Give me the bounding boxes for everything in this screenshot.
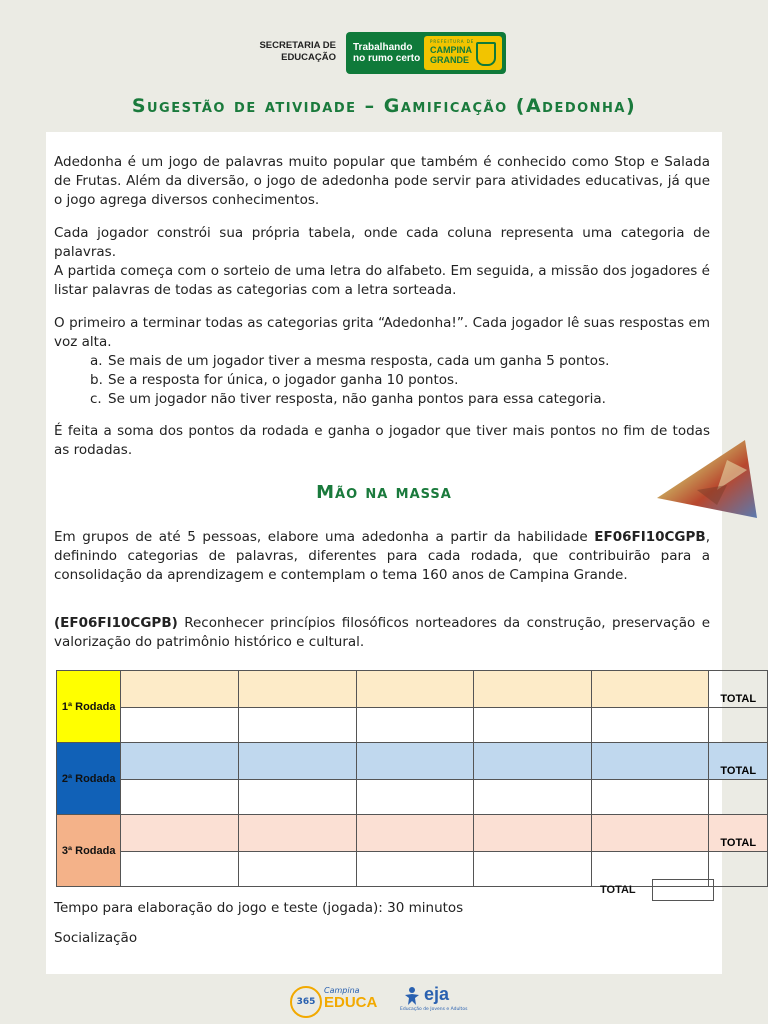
table-cell[interactable]	[474, 815, 592, 852]
intro-paragraph: Adedonha é um jogo de palavras muito popular que também é conhecido como Stop e Salada de Frutas. Além da diversão, o jogo de adedonha pode servir para atividades educativas, já que o jogo agrega diversos conhecimentos.	[54, 154, 710, 208]
prefeitura-label: PREFEITURA DE	[430, 39, 475, 44]
table-row	[57, 780, 768, 815]
skill-paragraph: (EF06FI10CGPB) Reconhecer princípios filosóficos norteadores da construção, preservação e valorização do patrimônio histórico e cultural.	[54, 615, 710, 650]
adedonha-table	[56, 670, 768, 887]
table-row	[57, 743, 768, 780]
closing-paragraph: É feita a soma dos pontos da rodada e ganha o jogador que tiver mais pontos no fim de todas as rodadas.	[54, 423, 710, 458]
table-cell[interactable]	[121, 815, 239, 852]
brand-logo	[346, 32, 506, 74]
scoring-paragraph	[54, 314, 710, 409]
table-cell[interactable]	[238, 743, 356, 780]
round-2-label: 2ª Rodada	[57, 743, 121, 815]
table-cell[interactable]	[591, 708, 709, 743]
time-text: Tempo para elaboração do jogo e teste (jogada): 30 minutos	[54, 900, 464, 916]
eja-logo	[400, 984, 470, 1018]
table-cell[interactable]	[356, 852, 474, 887]
shield-icon	[476, 42, 496, 66]
table-cell[interactable]	[238, 852, 356, 887]
table-row	[57, 815, 768, 852]
final-total-label: TOTAL	[600, 884, 636, 896]
table-cell[interactable]	[591, 743, 709, 780]
logo-365: 365	[290, 986, 322, 1018]
skill-code: EF06FI10CGPB	[594, 529, 706, 545]
table-cell[interactable]	[121, 708, 239, 743]
table-cell[interactable]	[238, 671, 356, 708]
total-label: TOTAL	[709, 671, 768, 708]
scoring-intro: O primeiro a terminar todas as categorias grita “Adedonha!”. Cada jogador lê suas respostas em voz alta.	[54, 315, 710, 350]
table-cell[interactable]	[238, 780, 356, 815]
brand-slogan: Trabalhando no rumo certo	[353, 42, 421, 64]
table-cell[interactable]	[121, 671, 239, 708]
eja-subtitle: Educação de Jovens e Adultos	[400, 1007, 468, 1012]
table-cell[interactable]	[591, 780, 709, 815]
table-cell[interactable]	[356, 671, 474, 708]
person-icon	[402, 986, 422, 1006]
round-1-label: 1ª Rodada	[57, 671, 121, 743]
footer	[0, 984, 768, 1018]
eja-text: eja	[424, 984, 450, 1004]
list-item: b. Se a resposta for única, o jogador ganha 10 pontos.	[90, 372, 459, 388]
table-cell[interactable]	[356, 780, 474, 815]
list-item: c. Se um jogador não tiver resposta, não ganha pontos para essa categoria.	[90, 391, 606, 407]
total-label: TOTAL	[709, 743, 768, 780]
table-cell[interactable]	[474, 708, 592, 743]
total-label: TOTAL	[709, 815, 768, 852]
rules-text-2: A partida começa com o sorteio de uma letra do alfabeto. Em seguida, a missão dos jogadores é listar palavras de todas as categorias com a letra sorteada.	[54, 263, 710, 298]
page-title: Sugestão de atividade – Gamificação (Adedonha)	[131, 95, 637, 117]
secretaria-label: SECRETARIA DE EDUCAÇÃO	[259, 40, 336, 63]
table-cell[interactable]	[474, 743, 592, 780]
city-badge	[424, 36, 502, 70]
total-cell[interactable]	[709, 708, 768, 743]
task-paragraph: Em grupos de até 5 pessoas, elabore uma adedonha a partir da habilidade EF06FI10CGPB, definindo categorias de palavras, diferentes para cada rodada, que contribuirão para a consolidação da aprendizagem e contemplam o tema 160 anos de Campina Grande.	[54, 529, 710, 583]
table-cell[interactable]	[238, 815, 356, 852]
table-cell[interactable]	[121, 780, 239, 815]
section-subtitle: Mão na massa	[316, 482, 452, 503]
campina-educa-logo	[290, 986, 386, 1018]
table-cell[interactable]	[474, 780, 592, 815]
rules-text-1: Cada jogador constrói sua própria tabela, onde cada coluna representa uma categoria de palavras.	[54, 225, 710, 260]
list-item: a. Se mais de um jogador tiver a mesma resposta, cada um ganha 5 pontos.	[90, 353, 610, 369]
table-cell[interactable]	[474, 852, 592, 887]
round-3-label: 3ª Rodada	[57, 815, 121, 887]
header	[0, 30, 768, 76]
table-cell[interactable]	[356, 743, 474, 780]
table-cell[interactable]	[474, 671, 592, 708]
table-cell[interactable]	[238, 708, 356, 743]
table-cell[interactable]	[356, 815, 474, 852]
table-cell[interactable]	[121, 743, 239, 780]
rules-paragraph	[54, 224, 710, 300]
table-row	[57, 671, 768, 708]
total-cell[interactable]	[709, 852, 768, 887]
table-cell[interactable]	[591, 815, 709, 852]
logo-campina-text: Campina	[324, 986, 360, 995]
city-name: CAMPINA GRANDE	[430, 45, 472, 65]
table-row	[57, 708, 768, 743]
socialization-text: Socialização	[54, 930, 138, 946]
decorative-image	[657, 440, 757, 520]
total-cell[interactable]	[709, 780, 768, 815]
table-cell[interactable]	[356, 708, 474, 743]
table-cell[interactable]	[591, 671, 709, 708]
table-cell[interactable]	[121, 852, 239, 887]
final-total-cell[interactable]	[652, 879, 714, 901]
logo-educa-text: EDUCA	[324, 994, 378, 1011]
skill-code-bold: (EF06FI10CGPB)	[54, 615, 178, 631]
